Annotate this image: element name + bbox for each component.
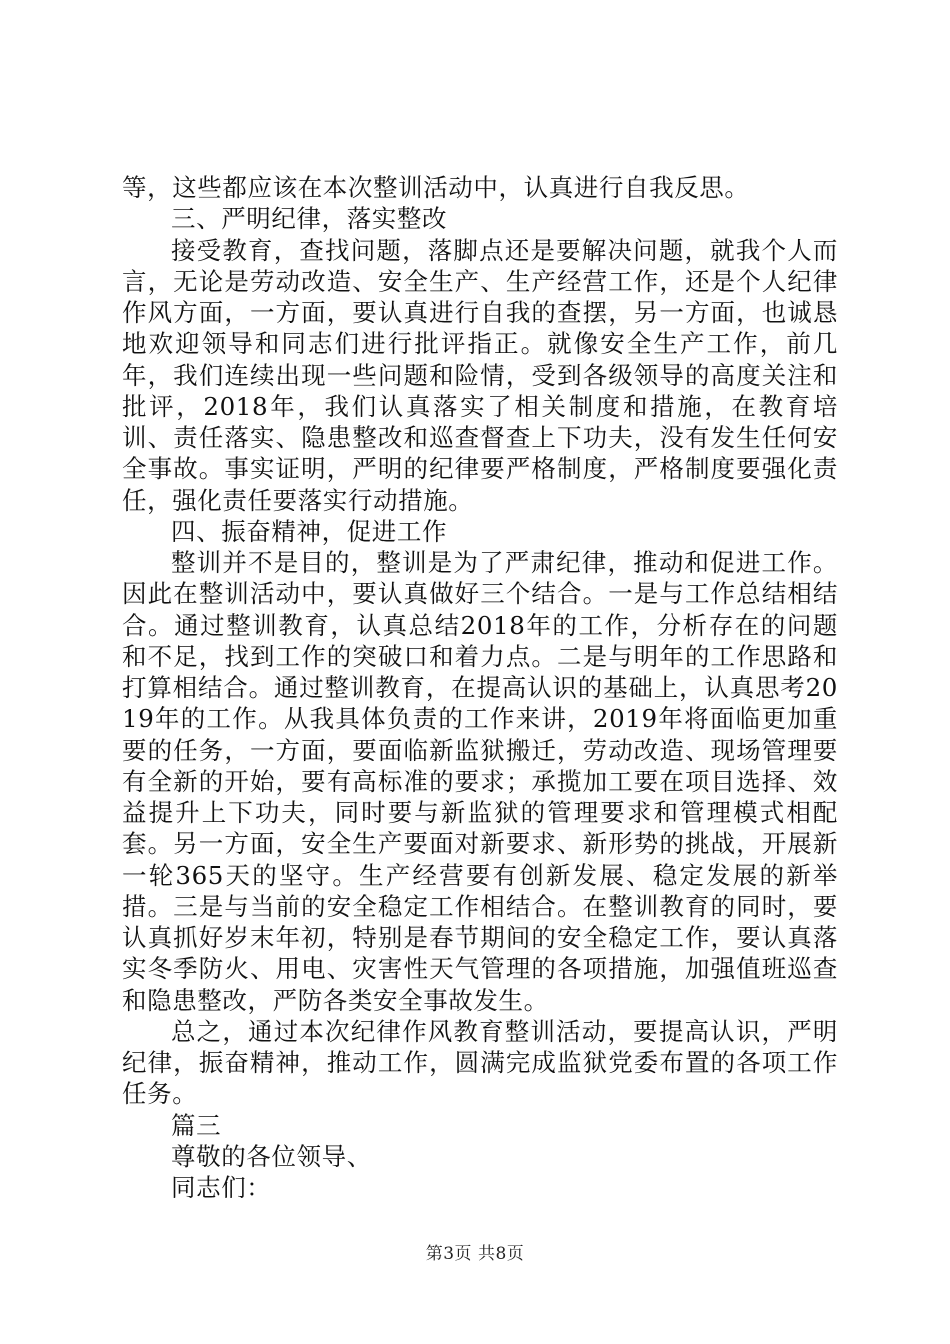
document-body: [122, 172, 838, 1203]
salutation-line-1: 尊敬的各位领导、: [171, 1141, 372, 1171]
salutation-line-2: 同志们：: [171, 1173, 272, 1202]
section-heading-3: 三、严明纪律，落实整改: [171, 204, 448, 234]
paragraph-conclusion: 总之，通过本次纪律作风教育整训活动，要提高认识，严明纪律，振奋精神，推动工作，圆满完成监狱党委布置的各项工作任务。: [122, 1016, 838, 1109]
paragraph-section-3: 接受教育，查找问题，落脚点还是要解决问题，就我个人而言，无论是劳动改造、安全生产、生产经营工作，还是个人纪律作风方面，一方面，要认真进行自我的查摆，另一方面，也诚恳地欢迎领导和同志们进行批评指正。就像安全生产工作，前几年，我们连续出现一些问题和险情，受到各级领导的高度关注和批评，2018年，我们认真落实了相关制度和措施，在教育培训、责任落实、隐患整改和巡查督查上下功夫，没有发生任何安全事故。事实证明，严明的纪律要严格制度，严格制度要强化责任，强化责任要落实行动措施。: [122, 235, 838, 515]
page-number-footer: 第3页 共8页: [425, 1244, 525, 1264]
paragraph-section-4: 整训并不是目的，整训是为了严肃纪律，推动和促进工作。因此在整训活动中，要认真做好三个结合。一是与工作总结相结合。通过整训教育，认真总结2018年的工作，分析存在的问题和不足，找到工作的突破口和着力点。二是与明年的工作思路和打算相结合。通过整训教育，在提高认识的基础上，认真思考2019年的工作。从我具体负责的工作来讲，2019年将面临更加重要的任务，一方面，要面临新监狱搬迁，劳动改造、现场管理要有全新的开始，要有高标准的要求；承揽加工要在项目选择、效益提升上下功夫，同时要与新监狱的管理要求和管理模式相配套。另一方面，安全生产要面对新要求、新形势的挑战，开展新一轮365天的坚守。生产经营要有创新发展、稳定发展的新举措。三是与当前的安全稳定工作相结合。在整训教育的同时，要认真抓好岁末年初，特别是春节期间的安全稳定工作，要认真落实冬季防火、用电、灾害性天气管理的各项措施，加强值班巡查和隐患整改，严防各类安全事故发生。: [122, 548, 838, 1015]
section-heading-4: 四、振奋精神，促进工作: [171, 516, 448, 546]
paragraph-continuation: 等，这些都应该在本次整训活动中，认真进行自我反思。: [122, 173, 750, 202]
part-heading: 篇三: [171, 1110, 222, 1140]
